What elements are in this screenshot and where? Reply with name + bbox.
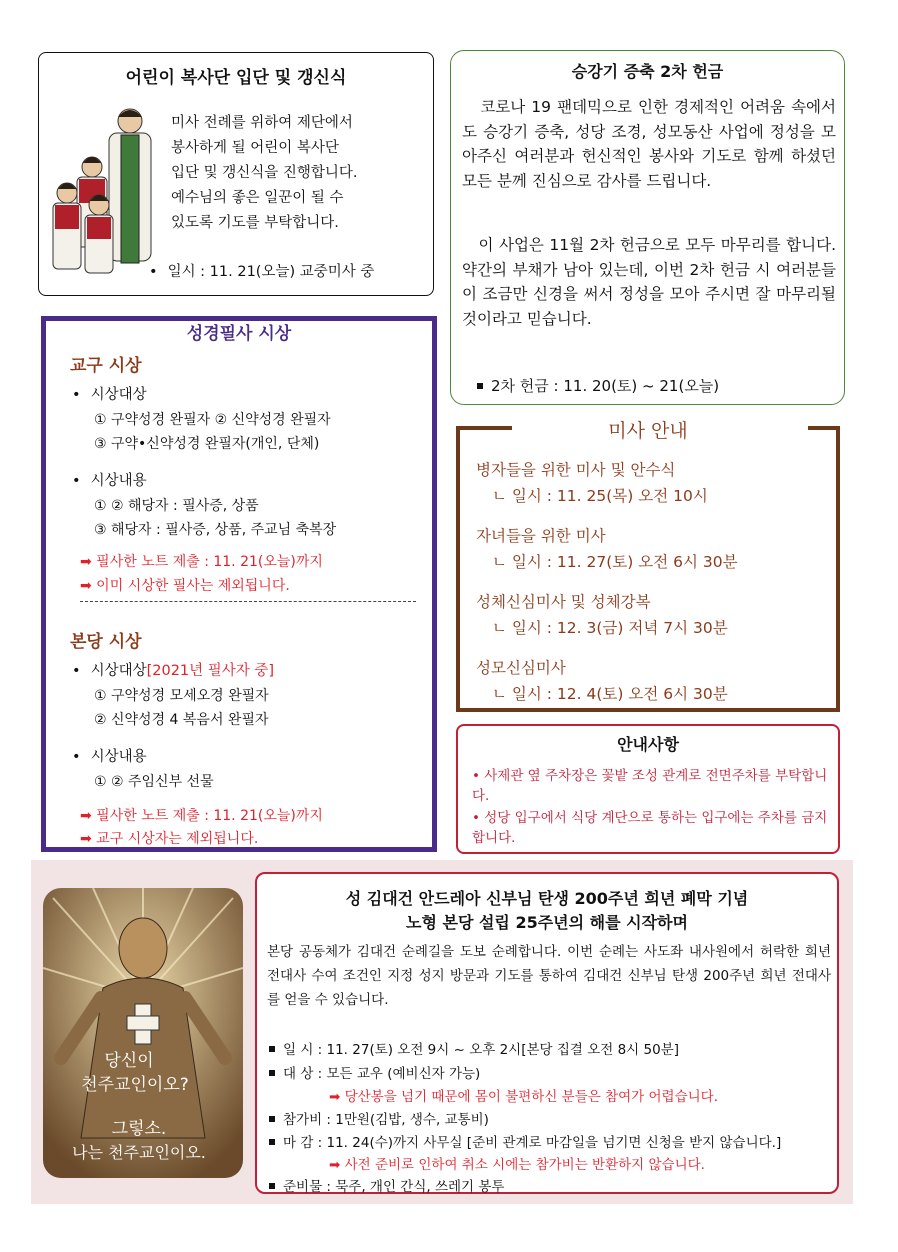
jubilee-target: 대 상 : 모든 교우 (예비신자 가능) <box>269 1062 480 1082</box>
jubilee-deadline: 마 감 : 11. 24(수)까지 사무실 [준비 관계로 마감일을 넘기면 신청을 받지 않습니다.] <box>269 1131 781 1151</box>
body-line: 미사 전례를 위하여 제단에서 <box>171 115 353 131</box>
parish-note-1: ➡ 필사한 노트 제출 : 11. 21(오늘)까지 <box>80 554 323 570</box>
mass-event-name: 성체신심미사 및 성체강복 <box>476 593 651 611</box>
bible-copying-award-box <box>41 316 437 852</box>
notice-box <box>456 724 840 854</box>
church-note-2: ➡ 교구 시상자는 제외됩니다. <box>80 831 259 847</box>
parish-content-1: ① ② 해당자 : 필사증, 상품 <box>94 498 259 514</box>
parish-content-label: • 시상내용 <box>72 473 147 489</box>
collection-date-text: 2차 헌금 : 11. 20(토) ~ 21(오늘) <box>491 377 720 395</box>
square-bullet-icon <box>269 1139 275 1145</box>
parish-content-2: ③ 해당자 : 필사증, 상품, 주교님 축복장 <box>94 522 337 538</box>
illustration-caption: 천주교인이오? <box>81 1075 189 1095</box>
altar-servers-date <box>149 260 374 281</box>
jubilee-title-1: 성 김대건 안드레아 신부님 탄생 200주년 희년 폐막 기념 <box>345 889 749 908</box>
illustration-caption: 그렇소. <box>111 1119 167 1139</box>
jubilee-items: 준비물 : 묵주, 개인 간식, 쓰레기 봉투 <box>269 1175 504 1195</box>
jubilee-intro: 본당 공동체가 김대건 순례길을 도보 순례합니다. 이번 순례는 사도좌 내사원에서 허락한 희년 전대사 수여 조건인 지정 성지 방문과 기도를 통하여 김대건 신부님 탄생 200주년 희년 전대사를 얻을 수 있습니다. <box>267 944 831 1008</box>
body-line: 입단 및 갱신식을 진행합니다. <box>171 165 358 181</box>
body-line: 있도록 기도를 부탁합니다. <box>171 215 339 231</box>
church-award-heading: 본당 시상 <box>70 632 142 652</box>
collection-date <box>477 375 719 396</box>
mass-event-time: ㄴ 일시 : 12. 3(금) 저녁 7시 30분 <box>492 619 728 637</box>
mass-event-time: ㄴ 일시 : 12. 4(토) 오전 6시 30분 <box>492 685 728 703</box>
mass-event-name: 성모신심미사 <box>476 659 566 677</box>
mass-guide-box <box>456 420 840 712</box>
altar-servers-illustration <box>47 105 165 275</box>
church-target-label: • 시상대상[2021년 필사자 중] <box>72 663 275 679</box>
mass-event-name: 자녀들을 위한 미사 <box>476 527 606 545</box>
church-target-2: ② 신약성경 4 복음서 완필자 <box>94 712 269 728</box>
jubilee-title-2: 노형 본당 설립 25주년의 해를 시작하며 <box>406 913 688 932</box>
award-title: 성경필사 시상 <box>186 324 292 344</box>
notice-title: 안내사항 <box>617 735 679 754</box>
altar-servers-title: 어린이 복사단 입단 및 갱신식 <box>125 68 347 88</box>
illustration-caption: 나는 천주교인이오. <box>72 1143 206 1162</box>
altar-servers-box <box>38 52 434 296</box>
section-divider <box>80 601 416 602</box>
collection-paragraph-2 <box>462 233 836 331</box>
church-target-1: ① 구약성경 모세오경 완필자 <box>94 688 269 704</box>
second-collection-box <box>450 50 845 405</box>
mass-event-time: ㄴ 일시 : 11. 25(목) 오전 10시 <box>492 487 708 505</box>
collection-paragraph-2-text: 이 사업은 11월 2차 헌금으로 모두 마무리를 합니다. 약간의 부채가 남아 있는데, 이번 2차 헌금 시 여러분들이 조금만 신경을 써서 정성을 모아 주시면 잘 마무리될 것이라고 믿습니다. <box>462 236 836 328</box>
parish-target-2: ③ 구약•신약성경 완필자(개인, 단체) <box>94 436 320 452</box>
mass-event-time: ㄴ 일시 : 11. 27(토) 오전 6시 30분 <box>492 553 738 571</box>
jubilee-fee: 참가비 : 1만원(김밥, 생수, 교통비) <box>269 1108 489 1128</box>
altar-servers-body <box>171 111 421 236</box>
square-bullet-icon <box>269 1070 275 1076</box>
church-target-extra: [2021년 필사자 중] <box>146 663 275 679</box>
collection-paragraph-1 <box>462 95 836 193</box>
church-content-label: • 시상내용 <box>72 749 147 765</box>
notice-item: • 성당 입구에서 식당 계단으로 통하는 입구에는 주차를 금지합니다. <box>472 810 828 846</box>
mass-event-name: 병자들을 위한 미사 및 안수식 <box>476 461 676 479</box>
jubilee-target-note: ➡ 당산봉을 넘기 때문에 몸이 불편하신 분들은 참여가 어렵습니다. <box>329 1089 718 1105</box>
body-line: 봉사하게 될 어린이 복사단 <box>171 140 339 156</box>
square-bullet-icon <box>269 1046 275 1052</box>
jubilee-box <box>255 872 839 1194</box>
mass-guide-title: 미사 안내 <box>608 420 688 442</box>
jubilee-deadline-note: ➡ 사전 준비로 인하여 취소 시에는 참가비는 반환하지 않습니다. <box>329 1157 705 1173</box>
church-content-1: ① ② 주임신부 선물 <box>94 774 214 790</box>
jubilee-section <box>31 860 853 1204</box>
parish-award-heading: 교구 시상 <box>70 356 142 376</box>
bullet-icon: • <box>149 264 158 280</box>
altar-servers-date-text: 일시 : 11. 21(오늘) 교중미사 중 <box>167 264 375 280</box>
church-note-1: ➡ 필사한 노트 제출 : 11. 21(오늘)까지 <box>80 808 323 824</box>
parish-target-1: ① 구약성경 완필자 ② 신약성경 완필자 <box>94 412 331 428</box>
illustration-caption: 당신이 <box>104 1051 154 1071</box>
square-bullet-icon <box>269 1116 275 1122</box>
jubilee-schedule: 일 시 : 11. 27(토) 오전 9시 ~ 오후 2시[본당 집결 오전 8시 50분] <box>269 1038 679 1058</box>
parish-target-label: • 시상대상 <box>72 387 147 403</box>
square-bullet-icon <box>269 1183 275 1189</box>
collection-title: 승강기 증축 2차 헌금 <box>571 62 724 81</box>
square-bullet-icon <box>477 383 483 389</box>
body-line: 예수님의 좋은 일꾼이 될 수 <box>171 190 344 206</box>
notice-item: • 사제관 옆 주차장은 꽃밭 조성 관계로 전면주차를 부탁합니다. <box>472 768 828 804</box>
saint-andrew-kim-illustration <box>43 888 243 1178</box>
collection-paragraph-1-text: 코로나 19 팬데믹으로 인한 경제적인 어려움 속에서도 승강기 증축, 성당 조경, 성모동산 사업에 정성을 모아주신 여러분과 헌신적인 봉사와 기도로 함께 하셨던 모든 분께 진심으로 감사를 드립니다. <box>462 98 837 190</box>
parish-note-2: ➡ 이미 시상한 필사는 제외됩니다. <box>80 578 290 594</box>
